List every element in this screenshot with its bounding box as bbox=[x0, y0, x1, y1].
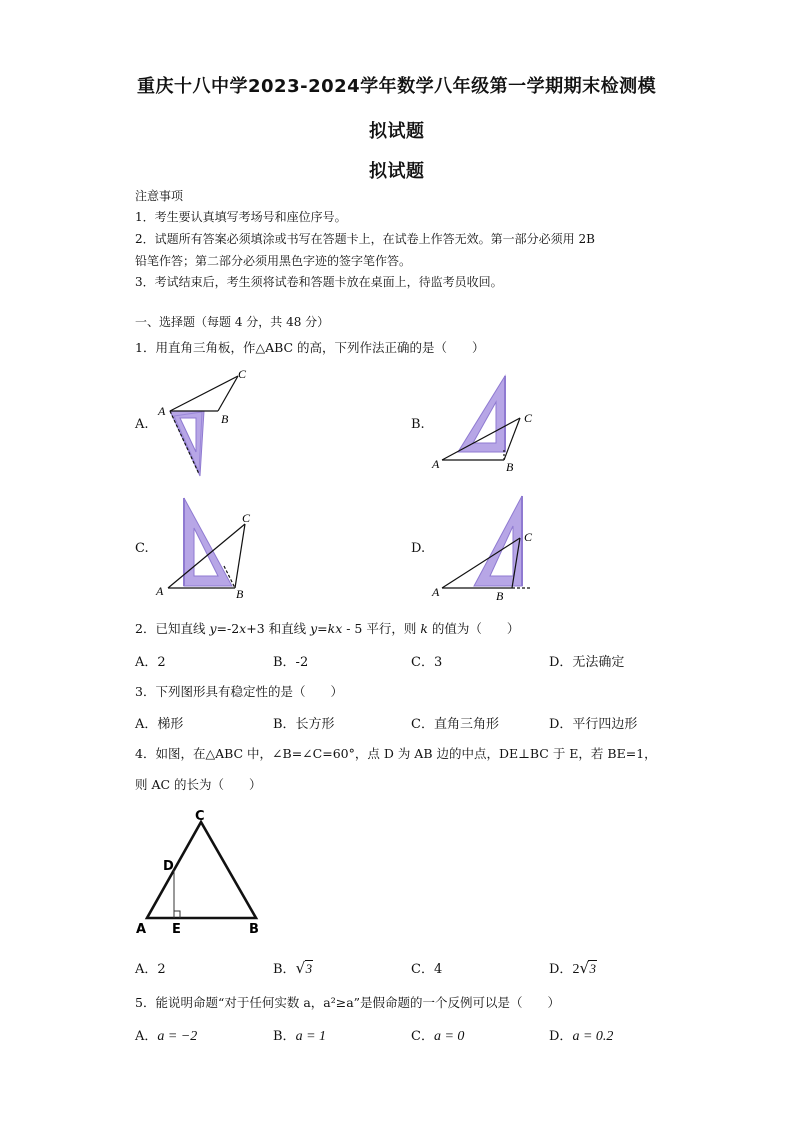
q2-option-b[interactable]: B．-2 bbox=[273, 655, 309, 670]
q5-stem: 5．能说明命题“对于任何实数 a，a²≥a”是假命题的一个反例可以是（ ） bbox=[135, 995, 561, 1010]
q4-option-b-sqrt bbox=[296, 961, 314, 977]
notice-item-3: 3．考试结束后，考生须将试卷和答题卡放在桌面上，待监考员收回。 bbox=[135, 275, 503, 289]
q4-option-d-label: D． bbox=[549, 962, 573, 977]
q4-option-b-label: B． bbox=[273, 962, 296, 977]
doc-title-line2: 拟试题 bbox=[369, 121, 425, 142]
q4-label-B: B bbox=[249, 922, 259, 937]
q2-stem bbox=[135, 619, 519, 637]
q2-stem-mid3: = bbox=[317, 621, 328, 636]
q3-option-a[interactable]: A．梯形 bbox=[135, 717, 184, 732]
q4-option-a[interactable]: A．2 bbox=[135, 962, 166, 977]
doc-title-line1: 重庆十八中学2023-2024学年数学八年级第一学期期末检测模 bbox=[137, 76, 657, 97]
sqrt-icon: √ bbox=[579, 959, 589, 977]
q2-stem-mid1: =-2 bbox=[216, 621, 240, 636]
q5-option-c-math: a = 0 bbox=[433, 1029, 465, 1044]
sqrt-icon: √ bbox=[295, 959, 306, 977]
q1b-label-A: A bbox=[432, 457, 440, 471]
q2-var-k: k bbox=[420, 621, 428, 636]
q4-stem-line2: 则 AC 的长为（ ） bbox=[135, 777, 262, 792]
q2-stem-mid2: +3 和直线 bbox=[246, 621, 311, 636]
q1-option-a-label[interactable]: A. bbox=[135, 417, 149, 432]
q1-stem: 1．用直角三角板，作△ABC 的高，下列作法正确的是（ ） bbox=[135, 340, 485, 355]
doc-title-line3: 拟试题 bbox=[369, 161, 425, 182]
q1-figure-d bbox=[428, 492, 540, 604]
q1c-label-A: A bbox=[156, 584, 164, 598]
q2-option-c[interactable]: C．3 bbox=[411, 655, 443, 670]
notice-heading: 注意事项 bbox=[135, 189, 184, 203]
q5-option-b[interactable] bbox=[273, 1025, 326, 1045]
q5-option-d[interactable] bbox=[549, 1025, 613, 1045]
q1-option-d-label[interactable]: D. bbox=[411, 541, 426, 556]
q2-stem-mid4: - 5 平行，则 bbox=[342, 621, 421, 636]
q1-figure-b bbox=[428, 372, 540, 476]
q1b-label-B: B bbox=[506, 460, 514, 474]
q4-option-d[interactable] bbox=[549, 958, 597, 978]
q4-figure bbox=[132, 806, 272, 940]
q1-option-b-label[interactable]: B. bbox=[411, 417, 425, 432]
q2-var-y1: y bbox=[209, 621, 217, 636]
q4-option-b-radicand: 3 bbox=[305, 961, 313, 976]
q4-option-c[interactable]: C．4 bbox=[411, 962, 443, 977]
q1a-label-B: B bbox=[221, 412, 229, 426]
q2-var-y2: y bbox=[310, 621, 318, 636]
q5-option-a-label: A． bbox=[135, 1029, 158, 1044]
q2-stem-pre: 2．已知直线 bbox=[135, 621, 210, 636]
q1b-label-C: C bbox=[524, 411, 533, 425]
q4-stem-line1: 4．如图，在△ABC 中，∠B=∠C=60°，点 D 为 AB 边的中点，DE⊥BC 于 E，若 BE=1， bbox=[135, 746, 657, 761]
q2-stem-tail: 的值为（ ） bbox=[427, 621, 520, 636]
q4-label-C: C bbox=[195, 809, 205, 824]
q1c-label-C: C bbox=[242, 511, 251, 525]
q2-var-kx: kx bbox=[327, 621, 343, 636]
q3-option-d[interactable]: D．平行四边形 bbox=[549, 717, 638, 732]
q1d-label-C: C bbox=[524, 530, 533, 544]
q2-option-d[interactable]: D．无法确定 bbox=[549, 655, 625, 670]
notice-item-2a: 2．试题所有答案必须填涂或书写在答题卡上，在试卷上作答无效。第一部分必须用 2B bbox=[135, 232, 595, 246]
q2-var-x1: x bbox=[239, 621, 247, 636]
q4-option-d-sqrt bbox=[579, 961, 597, 977]
q4-option-d-coef: 2 bbox=[572, 962, 580, 977]
q2-option-a[interactable]: A．2 bbox=[135, 655, 166, 670]
q1a-label-A: A bbox=[158, 404, 166, 418]
q4-label-D: D bbox=[163, 859, 174, 874]
q5-option-b-label: B． bbox=[273, 1029, 296, 1044]
q1-figure-a bbox=[152, 368, 252, 480]
q3-stem: 3．下列图形具有稳定性的是（ ） bbox=[135, 684, 343, 699]
q3-option-c[interactable]: C．直角三角形 bbox=[411, 717, 499, 732]
q4-label-A: A bbox=[136, 922, 147, 937]
q4-option-b[interactable] bbox=[273, 958, 313, 977]
q1-option-c-label[interactable]: C. bbox=[135, 541, 149, 556]
q1d-label-A: A bbox=[432, 585, 440, 599]
q1a-label-C: C bbox=[238, 368, 247, 381]
q1d-label-B: B bbox=[496, 589, 504, 603]
q5-option-b-math: a = 1 bbox=[295, 1029, 327, 1044]
q4-option-d-radicand: 3 bbox=[589, 961, 596, 976]
q5-option-c[interactable] bbox=[411, 1025, 464, 1045]
q1c-label-B: B bbox=[236, 587, 244, 601]
notice-item-1: 1．考生要认真填写考场号和座位序号。 bbox=[135, 210, 347, 224]
q4-label-E: E bbox=[172, 922, 181, 937]
q3-option-b[interactable]: B．长方形 bbox=[273, 717, 335, 732]
q5-option-a-math: a = −2 bbox=[157, 1029, 198, 1044]
q5-option-d-label: D． bbox=[549, 1029, 573, 1044]
q5-option-a[interactable] bbox=[135, 1025, 197, 1045]
q5-option-d-math: a = 0.2 bbox=[572, 1029, 614, 1044]
q5-option-c-label: C． bbox=[411, 1029, 434, 1044]
section-heading: 一、选择题（每题 4 分，共 48 分） bbox=[135, 315, 330, 329]
notice-item-2b: 铅笔作答；第二部分必须用黑色字迹的签字笔作答。 bbox=[135, 254, 412, 268]
q1-figure-c bbox=[152, 494, 258, 604]
